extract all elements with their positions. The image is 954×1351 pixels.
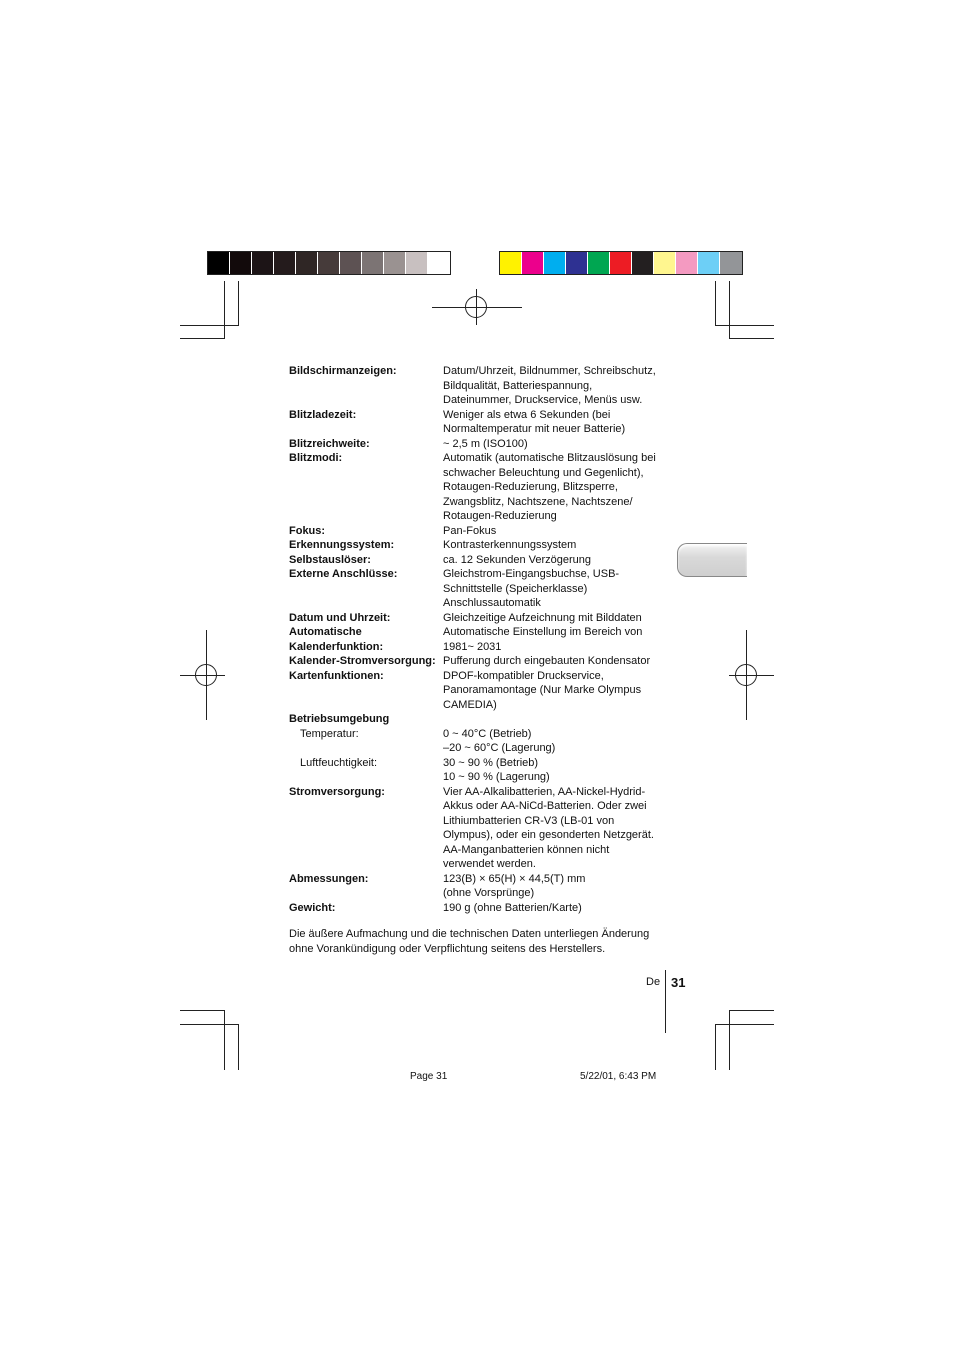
- crop-mark: [180, 338, 225, 339]
- spec-label: Datum und Uhrzeit:: [289, 611, 391, 624]
- crop-mark: [729, 281, 730, 338]
- color-swatch: [428, 252, 450, 274]
- color-swatch: [676, 252, 698, 274]
- spec-value: [443, 640, 669, 655]
- spec-value-line: Akkus oder AA-NiCd-Batterien. Oder zwei: [443, 800, 647, 812]
- spec-value-line: Zwangsblitz, Nachtszene, Nachtszene/: [443, 495, 633, 508]
- color-swatch: [610, 252, 632, 274]
- spec-value-line: Kontrasterkennungssystem: [443, 539, 577, 551]
- spec-value-line: ~ 2,5 m (ISO100): [443, 437, 528, 450]
- spec-value-line: AA-Manganbatterien können nicht: [443, 843, 610, 856]
- spec-value: [443, 785, 669, 872]
- spec-value-line: Automatik (automatische Blitzauslösung bei: [443, 452, 656, 464]
- crop-mark: [180, 1010, 225, 1011]
- color-swatch: [698, 252, 720, 274]
- note-line: ohne Vorankündigung oder Verpflichtung seitens des Herstellers.: [289, 942, 606, 955]
- note-line: Die äußere Aufmachung und die technischen Daten unterliegen Änderung: [289, 928, 650, 940]
- spec-value: [443, 524, 669, 539]
- spec-row: [289, 901, 669, 916]
- spec-value-line: 0 ~ 40°C (Betrieb): [443, 727, 532, 740]
- crop-mark: [238, 1024, 239, 1070]
- spec-value-line: Rotaugen-Reduzierung, Blitzsperre,: [443, 481, 618, 493]
- spec-label: Kartenfunktionen:: [289, 669, 384, 682]
- spec-row: [289, 408, 669, 437]
- spec-row: [289, 712, 669, 727]
- spec-value: [443, 669, 669, 713]
- spec-value-line: Rotaugen-Reduzierung: [443, 510, 557, 522]
- spec-row: [289, 524, 669, 539]
- spec-label: Fokus:: [289, 524, 326, 537]
- spec-value: [443, 901, 669, 916]
- spec-value: [443, 625, 669, 640]
- spec-value-line: 10 ~ 90 % (Lagerung): [443, 771, 550, 783]
- spec-value-line: Schnittstelle (Speicherklasse): [443, 582, 588, 595]
- spec-row: [289, 553, 669, 568]
- spec-value-line: 1981~ 2031: [443, 640, 502, 653]
- spec-row: [289, 785, 669, 872]
- spec-row: [289, 669, 669, 713]
- spec-row: [289, 611, 669, 626]
- color-swatch: [632, 252, 654, 274]
- color-swatch: [318, 252, 340, 274]
- color-swatch: [720, 252, 742, 274]
- spec-value-line: Normaltemperatur mit neuer Batterie): [443, 423, 626, 435]
- crop-mark: [729, 338, 774, 339]
- disclaimer-note: [289, 927, 649, 956]
- crop-mark: [224, 281, 225, 338]
- spec-row: [289, 538, 669, 553]
- spec-value: [443, 553, 669, 568]
- crop-mark: [729, 1010, 774, 1011]
- color-swatch: [500, 252, 522, 274]
- spec-label: Luftfeuchtigkeit:: [300, 756, 378, 769]
- registration-mark: [735, 664, 757, 686]
- spec-label: Selbstauslöser:: [289, 553, 371, 566]
- spec-value-line: 190 g (ohne Batterien/Karte): [443, 901, 582, 914]
- spec-value-line: Datum/Uhrzeit, Bildnummer, Schreibschutz,: [443, 365, 656, 377]
- spec-value: [443, 538, 669, 553]
- color-swatch: [252, 252, 274, 274]
- spec-label: Kalender-Stromversorgung:: [289, 655, 436, 667]
- language-code: De: [646, 976, 661, 988]
- footer-date-label: 5/22/01, 6:43 PM: [580, 1071, 657, 1082]
- spec-label: Externe Anschlüsse:: [289, 568, 398, 580]
- color-swatch: [406, 252, 428, 274]
- spec-value: [443, 611, 669, 626]
- crop-mark: [715, 281, 716, 326]
- color-swatch: [384, 252, 406, 274]
- spec-row: [289, 364, 669, 408]
- spec-label: Blitzreichweite:: [289, 437, 370, 450]
- spec-value-line: Pufferung durch eingebauten Kondensator: [443, 655, 651, 667]
- spec-value-line: Gleichstrom-Eingangsbuchse, USB-: [443, 568, 620, 580]
- spec-value-line: –20 ~ 60°C (Lagerung): [443, 742, 556, 754]
- spec-label: Temperatur:: [300, 727, 359, 740]
- crop-mark: [224, 1010, 225, 1070]
- registration-mark: [195, 664, 217, 686]
- spec-value: [443, 408, 669, 437]
- spec-value-line: ca. 12 Sekunden Verzögerung: [443, 553, 592, 566]
- spec-value-line: CAMEDIA): [443, 698, 497, 711]
- color-scale-bar: [499, 251, 743, 275]
- color-swatch: [274, 252, 296, 274]
- spec-value-line: DPOF-kompatibler Druckservice,: [443, 669, 604, 682]
- spec-row: [289, 756, 669, 785]
- color-swatch: [296, 252, 318, 274]
- spec-value: [443, 727, 669, 756]
- gray-scale-bar: [207, 251, 451, 275]
- spec-value-line: (ohne Vorsprünge): [443, 887, 535, 899]
- spec-value-line: Automatische Einstellung im Bereich von: [443, 626, 643, 638]
- page-number: 31: [671, 975, 686, 990]
- spec-row: [289, 625, 669, 640]
- spec-value: [443, 654, 669, 669]
- spec-value: [443, 451, 669, 524]
- spec-row: [289, 567, 669, 611]
- crop-mark: [715, 1024, 716, 1070]
- spec-value: [443, 872, 669, 901]
- spec-value: [443, 364, 669, 408]
- spec-row: [289, 727, 669, 756]
- spec-row: [289, 451, 669, 524]
- spec-value: [443, 756, 669, 785]
- crop-mark: [729, 1010, 730, 1070]
- spec-label: Stromversorgung:: [289, 785, 385, 798]
- color-swatch: [544, 252, 566, 274]
- spec-label: Erkennungssystem:: [289, 539, 395, 551]
- color-swatch: [208, 252, 230, 274]
- color-swatch: [522, 252, 544, 274]
- spec-value-line: Vier AA-Alkalibatterien, AA-Nickel-Hydrid-: [443, 785, 646, 798]
- spec-value-line: 123(B) × 65(H) × 44,5(T) mm: [443, 872, 586, 885]
- color-swatch: [588, 252, 610, 274]
- crop-mark: [715, 1024, 774, 1025]
- spec-value-line: Gleichzeitige Aufzeichnung mit Bilddaten: [443, 611, 642, 624]
- color-swatch: [340, 252, 362, 274]
- spec-value-line: Weniger als etwa 6 Sekunden (bei: [443, 408, 611, 421]
- spec-label: Kalenderfunktion:: [289, 640, 384, 653]
- crop-mark: [715, 325, 774, 326]
- spec-value: [443, 567, 669, 611]
- spec-row: [289, 872, 669, 901]
- spec-row: [289, 437, 669, 452]
- spec-value-line: Bildqualität, Batteriespannung,: [443, 379, 593, 392]
- crop-mark: [238, 281, 239, 326]
- spec-label: Gewicht:: [289, 901, 336, 914]
- color-swatch: [362, 252, 384, 274]
- crop-mark: [180, 1024, 239, 1025]
- spec-value-line: Dateinummer, Druckservice, Menüs usw.: [443, 394, 643, 406]
- spec-value-line: Panoramamontage (Nur Marke Olympus: [443, 684, 642, 696]
- spec-row: [289, 654, 669, 669]
- spec-label: Betriebsumgebung: [289, 713, 390, 725]
- page-number-divider: [665, 970, 666, 1033]
- spec-value-line: verwendet werden.: [443, 858, 536, 870]
- spec-value: [443, 437, 669, 452]
- spec-label: Abmessungen:: [289, 872, 369, 885]
- registration-mark: [465, 296, 487, 318]
- spec-label: Automatische: [289, 626, 362, 638]
- spec-value-line: schwacher Beleuchtung und Gegenlicht),: [443, 466, 644, 479]
- spec-label: Blitzmodi:: [289, 452, 343, 464]
- spec-label: Blitzladezeit:: [289, 408, 357, 421]
- crop-mark: [180, 325, 239, 326]
- footer-page-label: Page 31: [410, 1071, 448, 1082]
- color-swatch: [230, 252, 252, 274]
- color-swatch: [654, 252, 676, 274]
- spec-row: [289, 640, 669, 655]
- spec-value: [443, 712, 669, 727]
- thumb-index-tab: [677, 543, 747, 577]
- color-swatch: [566, 252, 588, 274]
- spec-value-line: Anschlussautomatik: [443, 597, 541, 609]
- spec-value-line: Lithiumbatterien CR-V3 (LB-01 von: [443, 814, 615, 827]
- spec-value-line: Olympus), oder ein gesonderten Netzgerät.: [443, 829, 654, 841]
- spec-value-line: 30 ~ 90 % (Betrieb): [443, 756, 539, 769]
- spec-value-line: Pan-Fokus: [443, 524, 497, 537]
- specifications-list: [289, 364, 669, 915]
- spec-label: Bildschirmanzeigen:: [289, 365, 397, 377]
